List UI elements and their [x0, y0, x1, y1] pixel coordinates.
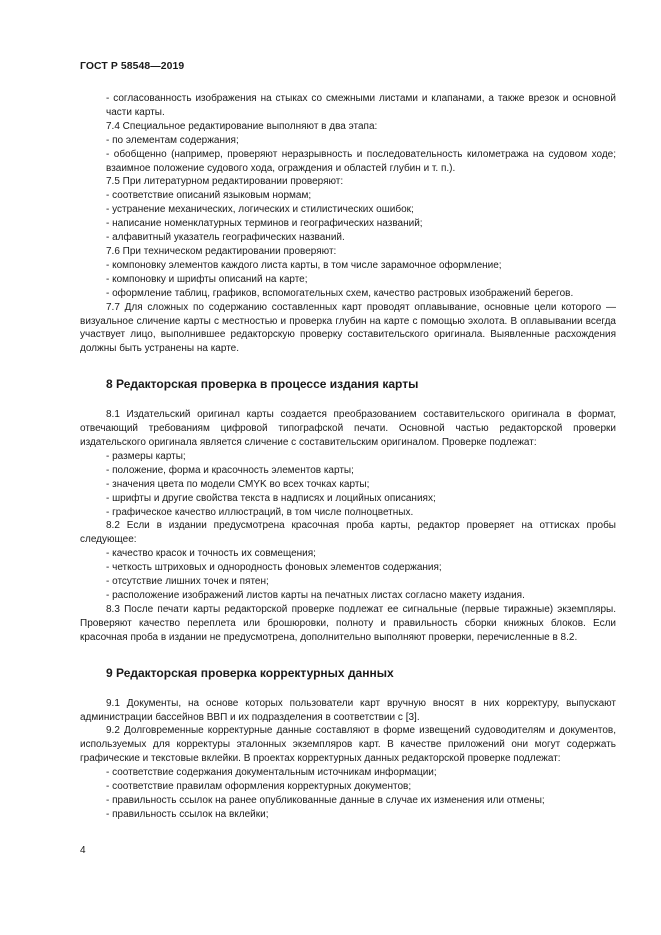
list-item: - значения цвета по модели CMYK во всех точках карты;	[106, 478, 370, 490]
list-item: - положение, форма и красочность элементов карты;	[106, 464, 354, 476]
list-item: - расположение изображений листов карты на печатных листах согласно макету издания.	[106, 590, 525, 601]
list-item: - четкость штриховых и однородность фоновых элементов содержания;	[106, 562, 442, 574]
list-item: - шрифты и другие свойства текста в надписях и лоцийных описаниях;	[106, 492, 436, 504]
paragraph: 9.1 Документы, на основе которых пользователи карт вручную вносят в них корректуру, выпускают администрации бассейнов ВВП и их подразделения в соответствии с [3].	[80, 697, 616, 723]
list-item: - качество красок и точность их совмещения;	[106, 548, 316, 560]
list-item: - отсутствие лишних точек и пятен;	[106, 576, 269, 588]
paragraph: 8.1 Издательский оригинал карты создается преобразованием составительского оригинала в формат, отвечающий требованиям цифровой типографской печати. Основной частью редакторской проверки издательского оригинала является сличение с составительским оригиналом. Проверке подлежат:	[80, 409, 616, 449]
paragraph: 8.2 Если в издании предусмотрена красочная проба карты, редактор проверяет на оттисках пробы следующее:	[80, 520, 616, 546]
list-item: - правильность ссылок на вклейки;	[106, 808, 269, 820]
paragraph: 8.3 После печати карты редакторской проверке подлежат ее сигнальные (первые тиражные) экземпляры. Проверяют качество переплета или брошюровки, полноту и правильность сборки книжных блоков. Если красочная проба в издании не предусмотрена, дополнительно выполняют проверки, перечисленные в 8.2.	[80, 603, 616, 643]
paragraph: 7.4 Специальное редактирование выполняют в два этапа:	[106, 120, 378, 132]
list-item: - устранение механических, логических и стилистических ошибок;	[106, 204, 414, 216]
list-item: - компоновку и шрифты описаний на карте;	[106, 273, 308, 285]
list-item: - оформление таблиц, графиков, вспомогательных схем, качество растровых изображений берегов.	[106, 287, 574, 299]
list-item: - соответствие содержания документальным источникам информации;	[106, 767, 437, 779]
list-item: - размеры карты;	[106, 450, 186, 462]
paragraph: 9.2 Долговременные корректурные данные составляют в форме извещений судоводителям и документов, используемых для корректуры эталонных экземпляров карт. В качестве приложений они могут содержать графические и текстовые вклейки. В проектах корректурных данных редакторской проверке подлежат:	[80, 725, 616, 765]
paragraph: 7.6 При техническом редактировании проверяют:	[106, 245, 337, 257]
list-item: - соответствие описаний языковым нормам;	[106, 190, 312, 202]
list-item: - компоновку элементов каждого листа карты, в том числе зарамочное оформление;	[106, 259, 502, 271]
list-item: - графическое качество иллюстраций, в том числе полноцветных.	[106, 506, 414, 518]
list-item: - обобщенно (например, проверяют неразрывность и последовательность километража на судовом ходе; взаимное положение судового хода, ограждения и областей глубин и т. п.).	[106, 148, 616, 174]
document-body	[80, 92, 616, 822]
list-item: - алфавитный указатель географических названий.	[106, 232, 345, 244]
list-item: - соответствие правилам оформления корректурных документов;	[106, 781, 412, 793]
section-heading: 8 Редакторская проверка в процессе издания карты	[106, 377, 419, 392]
list-item: - правильность ссылок на ранее опубликованные данные в случае их изменения или отмены;	[106, 794, 545, 806]
list-item: - согласованность изображения на стыках со смежными листами и клапанами, а также врезок и основной части карты.	[106, 93, 616, 118]
section-heading: 9 Редакторская проверка корректурных данных	[106, 665, 394, 680]
list-item: - написание номенклатурных терминов и географических названий;	[106, 218, 423, 230]
page-header-standard-number: ГОСТ Р 58548—2019	[80, 61, 185, 72]
page-number: 4	[80, 845, 86, 856]
paragraph: 7.7 Для сложных по содержанию составленных карт проводят оплавывание, основные цели которого — визуальное сличение карты с местностью и проверка глубин на карте с помощью эхолота. В оплавывании всегда участвует лицо, выполнившее редакторскую проверку составительского оригинала. Выявленные расхождения должны быть устранены на карте.	[80, 301, 616, 355]
paragraph: 7.5 При литературном редактировании проверяют:	[106, 176, 344, 188]
list-item: - по элементам содержания;	[106, 134, 239, 146]
